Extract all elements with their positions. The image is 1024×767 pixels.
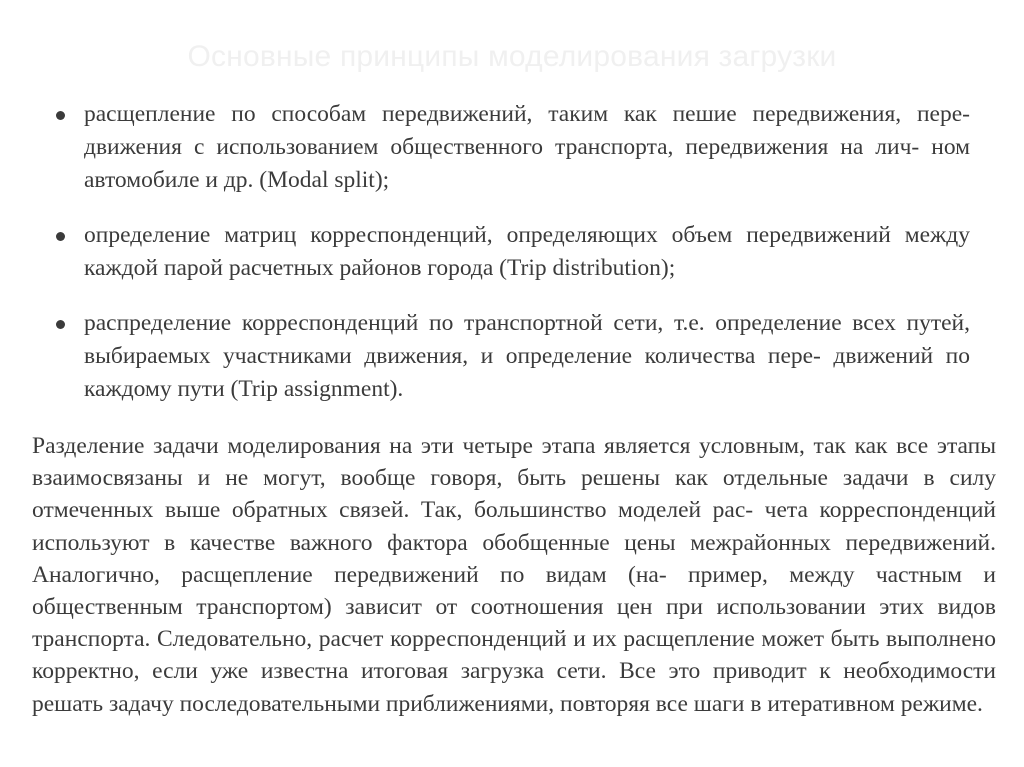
bullet-text: определение матриц корреспонденций, определяющих объем передвижений между каждой парой расчетных районов города (Trip distribution); bbox=[84, 222, 970, 281]
bullet-text: расщепление по способам передвижений, таким как пешие передвижения, пере- движения с использованием общественного транспорта, передвижения на лич- ном автомобиле и др. (Modal split); bbox=[84, 101, 970, 193]
bullet-list bbox=[50, 98, 970, 428]
bullet-dot-icon bbox=[56, 111, 65, 120]
bullet-dot-icon bbox=[56, 320, 65, 329]
bullet-text: распределение корреспонденций по транспортной сети, т.е. определение всех путей, выбираемых участниками движения, и определение количества пере- движений по каждому пути (Trip assignment). bbox=[84, 310, 970, 402]
bullet-dot-icon bbox=[56, 232, 65, 241]
bullet-item-trip-assignment bbox=[50, 307, 970, 406]
slide-title: Основные принципы моделирования загрузки bbox=[187, 40, 837, 73]
bullet-item-trip-distribution bbox=[50, 219, 970, 285]
body-paragraph: Разделение задачи моделирования на эти четыре этапа является условным, так как все этапы взаимосвязаны и не могут, вообще говоря, быть решены как отдельные задачи в силу отмеченных выше обратных связей. Так, большинство моделей рас- чета корреспонденций используют в качестве важного фактора обобщенные цены межрайонных передвижений. Аналогично, расщепление передвижений по видам (на- пример, между частным и общественным транспортом) зависит от соотношения цен при использовании этих видов транспорта. Следовательно, расчет корреспонденций и их расщепление может быть выполнено корректно, если уже известна итоговая загрузка сети. Все это приводит к необходимости решать задачу последовательными приближениями, повторяя все шаги в итеративном режиме. bbox=[32, 433, 996, 717]
bullet-item-modal-split bbox=[50, 98, 970, 197]
